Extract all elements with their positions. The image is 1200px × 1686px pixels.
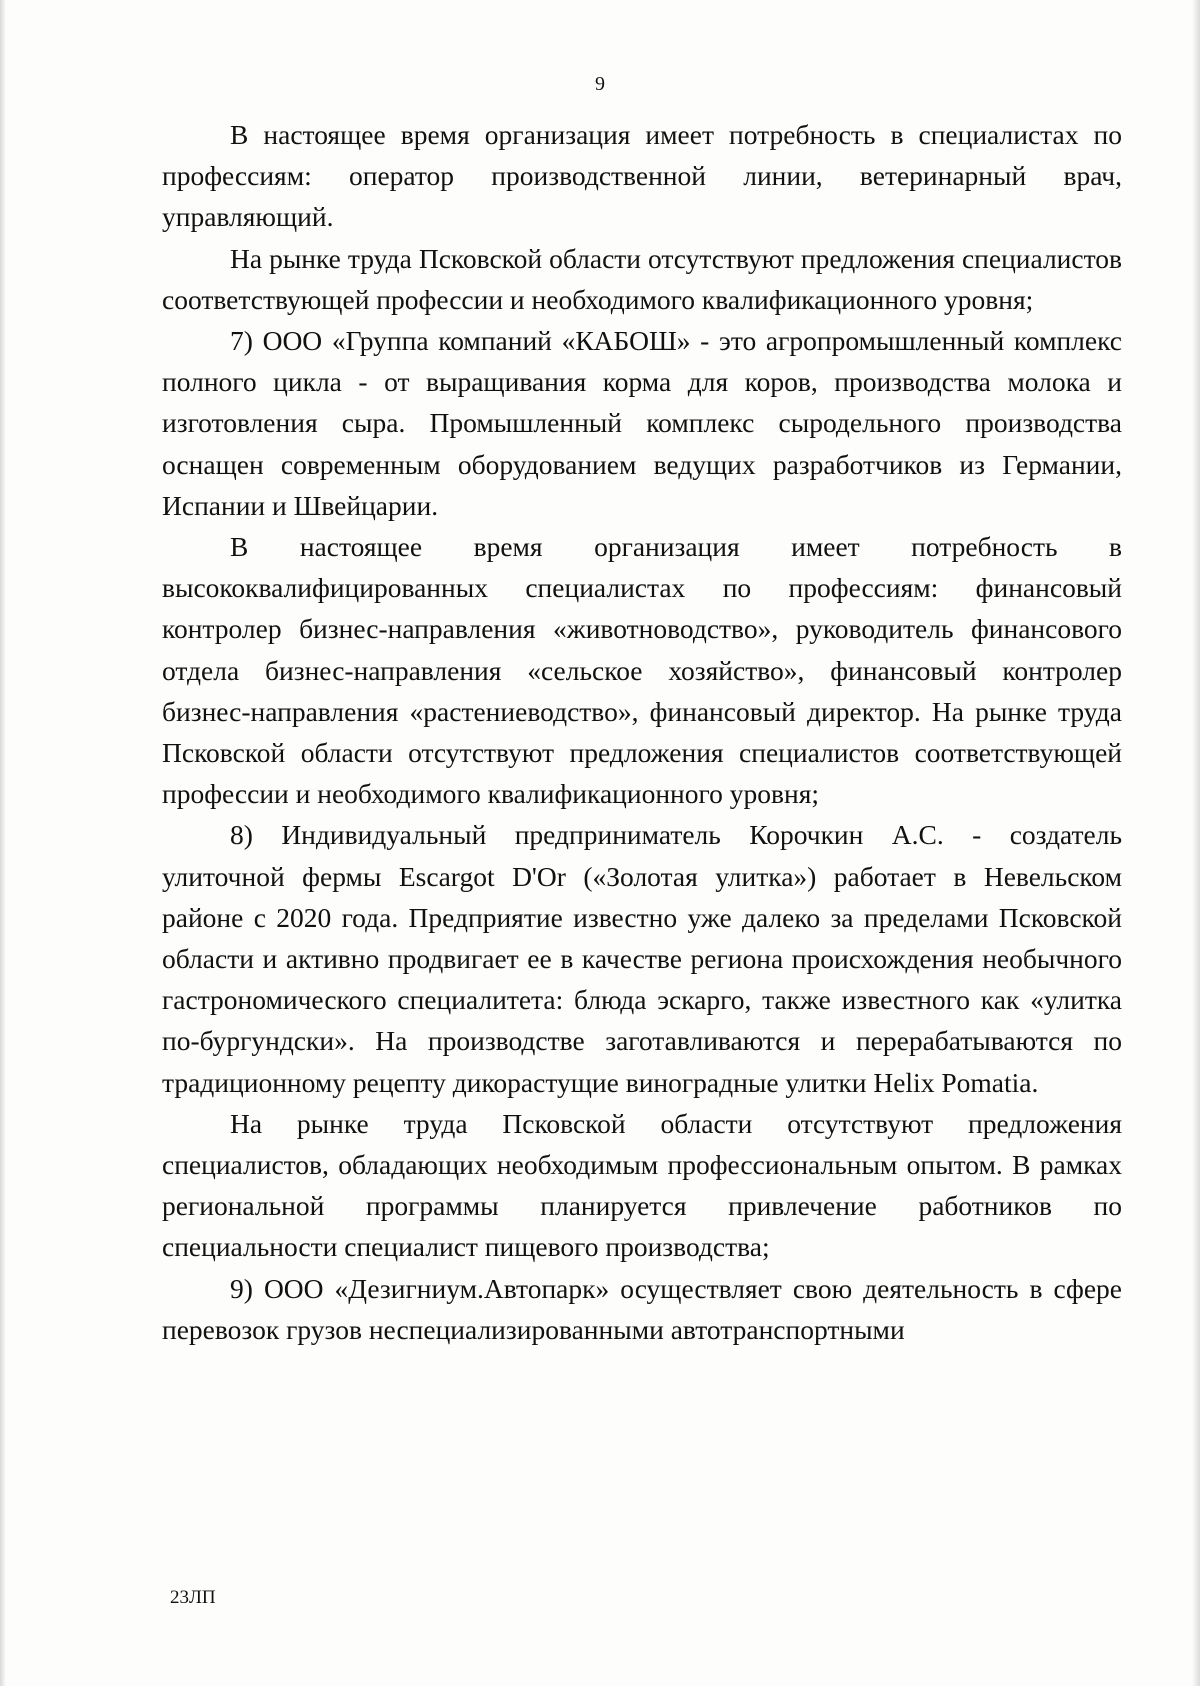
paragraph-item-8-escargot: 8) Индивидуальный предприниматель Корочкин А.С. - создатель улиточной фермы Escargot D'Or («Золотая улитка») работает в Невельском районе с 2020 года. Предприятие известно уже далеко за пределами Псковской области и активно продвигает ее в качестве региона происхождения необычного гастрономического специалитета: блюда эскарго, также известного как «улитка по-бургундски». На производстве заготавливаются и перерабатываются по традиционному рецепту дикорастущие виноградные улитки Helix Pomatia. xyxy=(162,819,1122,1098)
paragraph-labor-market: На рынке труда Псковской области отсутствуют предложения специалистов соответствующей профессии и необходимого квалификационного уровня; xyxy=(162,242,1122,315)
paragraph-item-9-designium: 9) ООО «Дезигниум.Автопарк» осуществляет свою деятельность в сфере перевозок грузов неспециализированными автотранспортными xyxy=(162,1272,1122,1345)
paragraph-kabosh-demand: В настоящее время организация имеет потребность в высококвалифицированных специалистах по профессиям: финансовый контролер бизнес-направления «животноводство», руководитель финансового отдела бизнес-направления «сельское хозяйство», финансовый контролер бизнес-направления «растениеводство», финансовый директор. На рынке труда Псковской области отсутствуют предложения специалистов соответствующей профессии и необходимого квалификационного уровня; xyxy=(162,531,1122,810)
paragraph-escargot-labor-market: На рынке труда Псковской области отсутствуют предложения специалистов, обладающих необходимым профессиональным опытом. В рамках региональной программы планируется привлечение работников по специальности специалист пищевого производства; xyxy=(162,1107,1122,1263)
paragraph-item-7-kabosh: 7) ООО «Группа компаний «КАБОШ» - это агропромышленный комплекс полного цикла - от выращивания корма для коров, производства молока и изготовления сыра. Промышленный комплекс сыродельного производства оснащен современным оборудованием ведущих разработчиков из Германии, Испании и Швейцарии. xyxy=(162,325,1122,521)
document-body xyxy=(162,114,1122,1350)
page-number: 9 xyxy=(595,73,605,95)
scan-edge-right xyxy=(1192,0,1200,1686)
paragraph-demand-specialists: В настоящее время организация имеет потребность в специалистах по профессиям: оператор производственной линии, ветеринарный врач, управляющий. xyxy=(162,119,1122,233)
footer-document-code: 23ЛП xyxy=(170,1587,216,1608)
scan-edge-left xyxy=(0,0,6,1686)
